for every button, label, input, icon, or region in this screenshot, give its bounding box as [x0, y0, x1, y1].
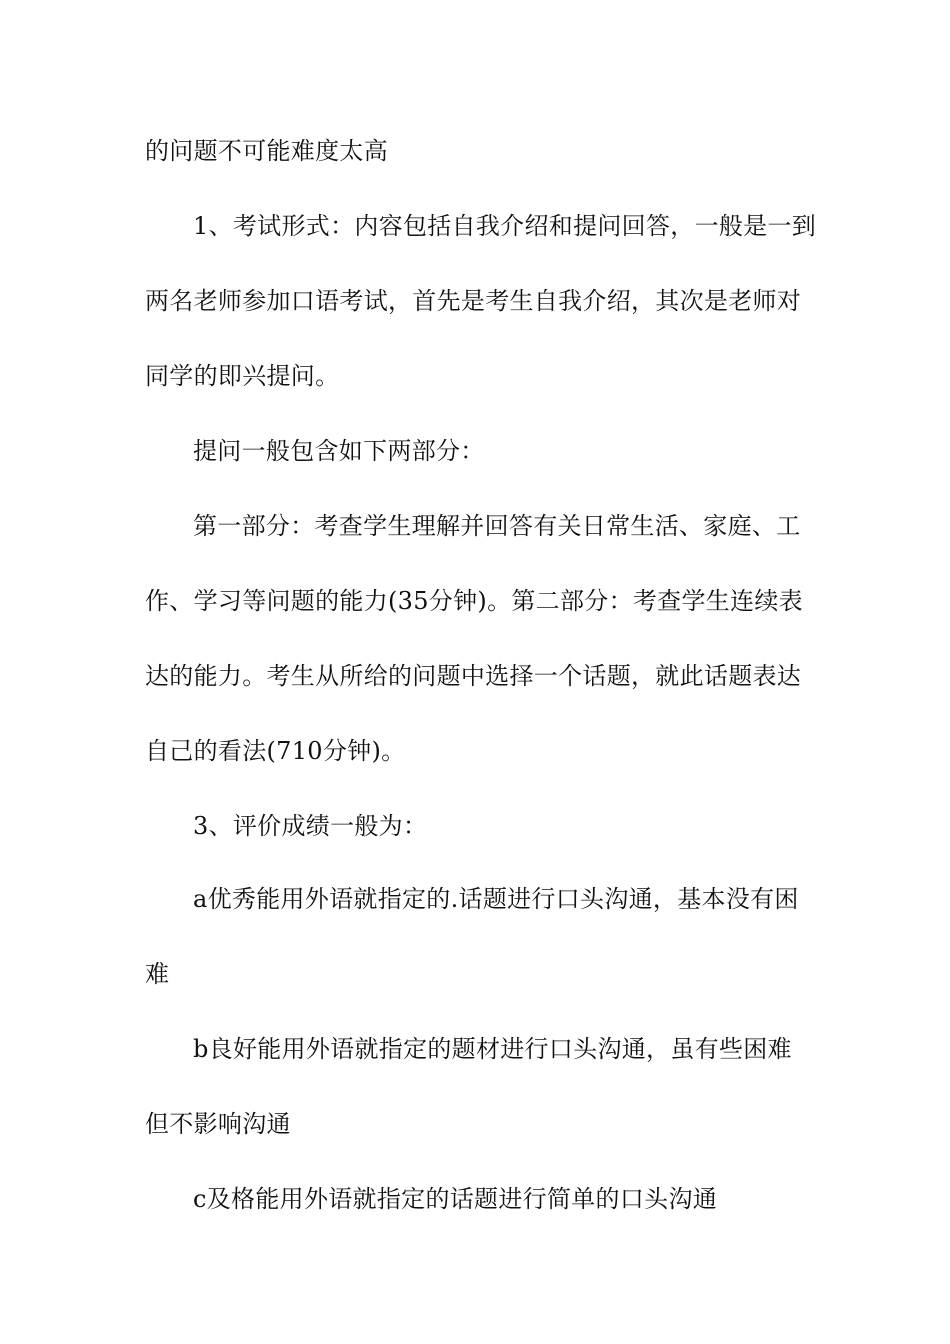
- text-line: 自己的看法(710分钟)。: [145, 737, 406, 765]
- text-line: 1、考试形式：内容包括自我介绍和提问回答，一般是一到: [193, 212, 817, 240]
- text-line: c及格能用外语就指定的话题进行简单的口头沟通: [193, 1185, 718, 1213]
- text-line: 难: [145, 960, 170, 988]
- text-line: 提问一般包含如下两部分：: [193, 437, 485, 465]
- text-line: 同学的即兴提问。: [145, 362, 340, 390]
- text-line: 第一部分：考查学生理解并回答有关日常生活、家庭、工: [193, 512, 801, 540]
- text-line: 的问题不可能难度太高: [145, 137, 388, 165]
- text-line: 达的能力。考生从所给的问题中选择一个话题，就此话题表达: [145, 662, 802, 690]
- text-line: 两名老师参加口语考试，首先是考生自我介绍，其次是老师对: [145, 287, 802, 315]
- text-line: a优秀能用外语就指定的.话题进行口头沟通，基本没有困: [193, 885, 799, 913]
- text-line: 作、学习等问题的能力(35分钟)。第二部分：考查学生连续表: [145, 587, 803, 615]
- text-line: 3、评价成绩一般为：: [193, 812, 428, 840]
- text-line: b良好能用外语就指定的题材进行口头沟通，虽有些困难: [193, 1035, 792, 1063]
- text-line: 但不影响沟通: [145, 1110, 291, 1138]
